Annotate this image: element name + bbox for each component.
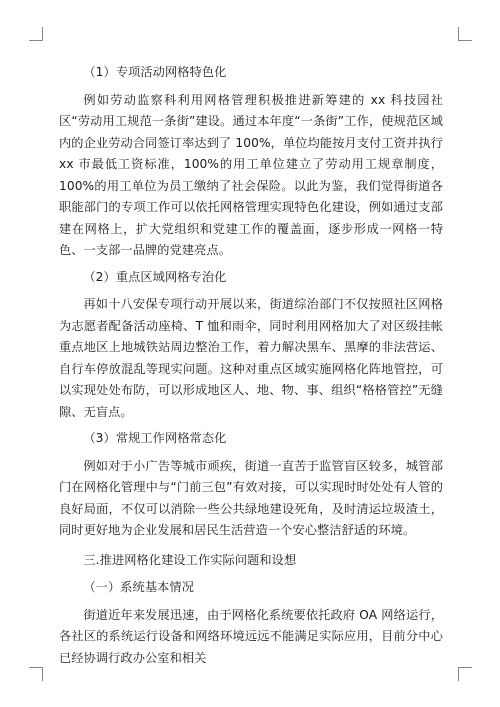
crop-mark-top-left [29, 27, 43, 41]
paragraph-city-management: 例如对于小广告等城市顽疾，街道一直苦于监管盲区较多，城管部门在网格化管理中与“门前三包”有效对接，可以实现时时处处有人管的良好局面，不仅可以消除一些公共绿地建设死角，及时清运垃圾渣土，同时更好地为企业发展和居民生活营造一个安心整洁舒适的环境。 [59, 458, 443, 537]
crop-mark-bottom-right [458, 667, 472, 681]
paragraph-labor-inspection: 例如劳动监察科利用网格管理积极推进新筹建的 xx 科技园社区“劳动用工规范一条街”建设。通过本年度“一条街”工作，使规范区域内的企业劳动合同签订率达到了 100%，单位均能按月支付工资并执行 xx 市最低工资标准，100%的用工单位建立了劳动用工规章制度，100%的用工单位为员工缴纳了社会保险。以此为鉴，我们觉得街道各职能部门的专项工作可以依托网格管理实现特色化建设，例如通过支部建在网格上，扩大党组织和党建工作的覆盖面，逐步形成一网格一特色、一支部一品牌的党建亮点。 [59, 92, 443, 257]
chapter-heading-problems: 三.推进网格化建设工作实际问题和设想 [83, 552, 297, 567]
section-heading-key-area: （2）重点区域网格专治化 [83, 269, 227, 284]
crop-mark-top-right [458, 27, 472, 41]
section-heading-special-activity: （1）专项活动网格特色化 [83, 65, 227, 79]
section-heading-system-overview: （一）系统基本情况 [83, 580, 194, 594]
paragraph-security-campaign: 再如十八安保专项行动开展以来，街道综治部门不仅按照社区网格为志愿者配备活动座椅、T 恤和雨伞，同时利用网格加大了对区级挂帐重点地区上地城铁站周边整治工作，着力解决黑车、黑摩的非法营运、自行车停放混乱等现实问题。这种对重点区域实施网格化阵地管控，可以实现处处布防，可以形成地区人、地、物、事、组织“格格管控”无缝隙、无盲点。 [59, 297, 443, 419]
document-body [59, 62, 443, 674]
section-heading-routine-work: （3）常规工作网格常态化 [83, 431, 227, 445]
crop-mark-bottom-left [29, 667, 43, 681]
paragraph-system-status: 街道近年来发展迅速，由于网格化系统要依托政府 OA 网络运行，各社区的系统运行设备和网络环境远远不能满足实际应用，目前分中心已经协调行政办公室和相关 [59, 607, 443, 665]
